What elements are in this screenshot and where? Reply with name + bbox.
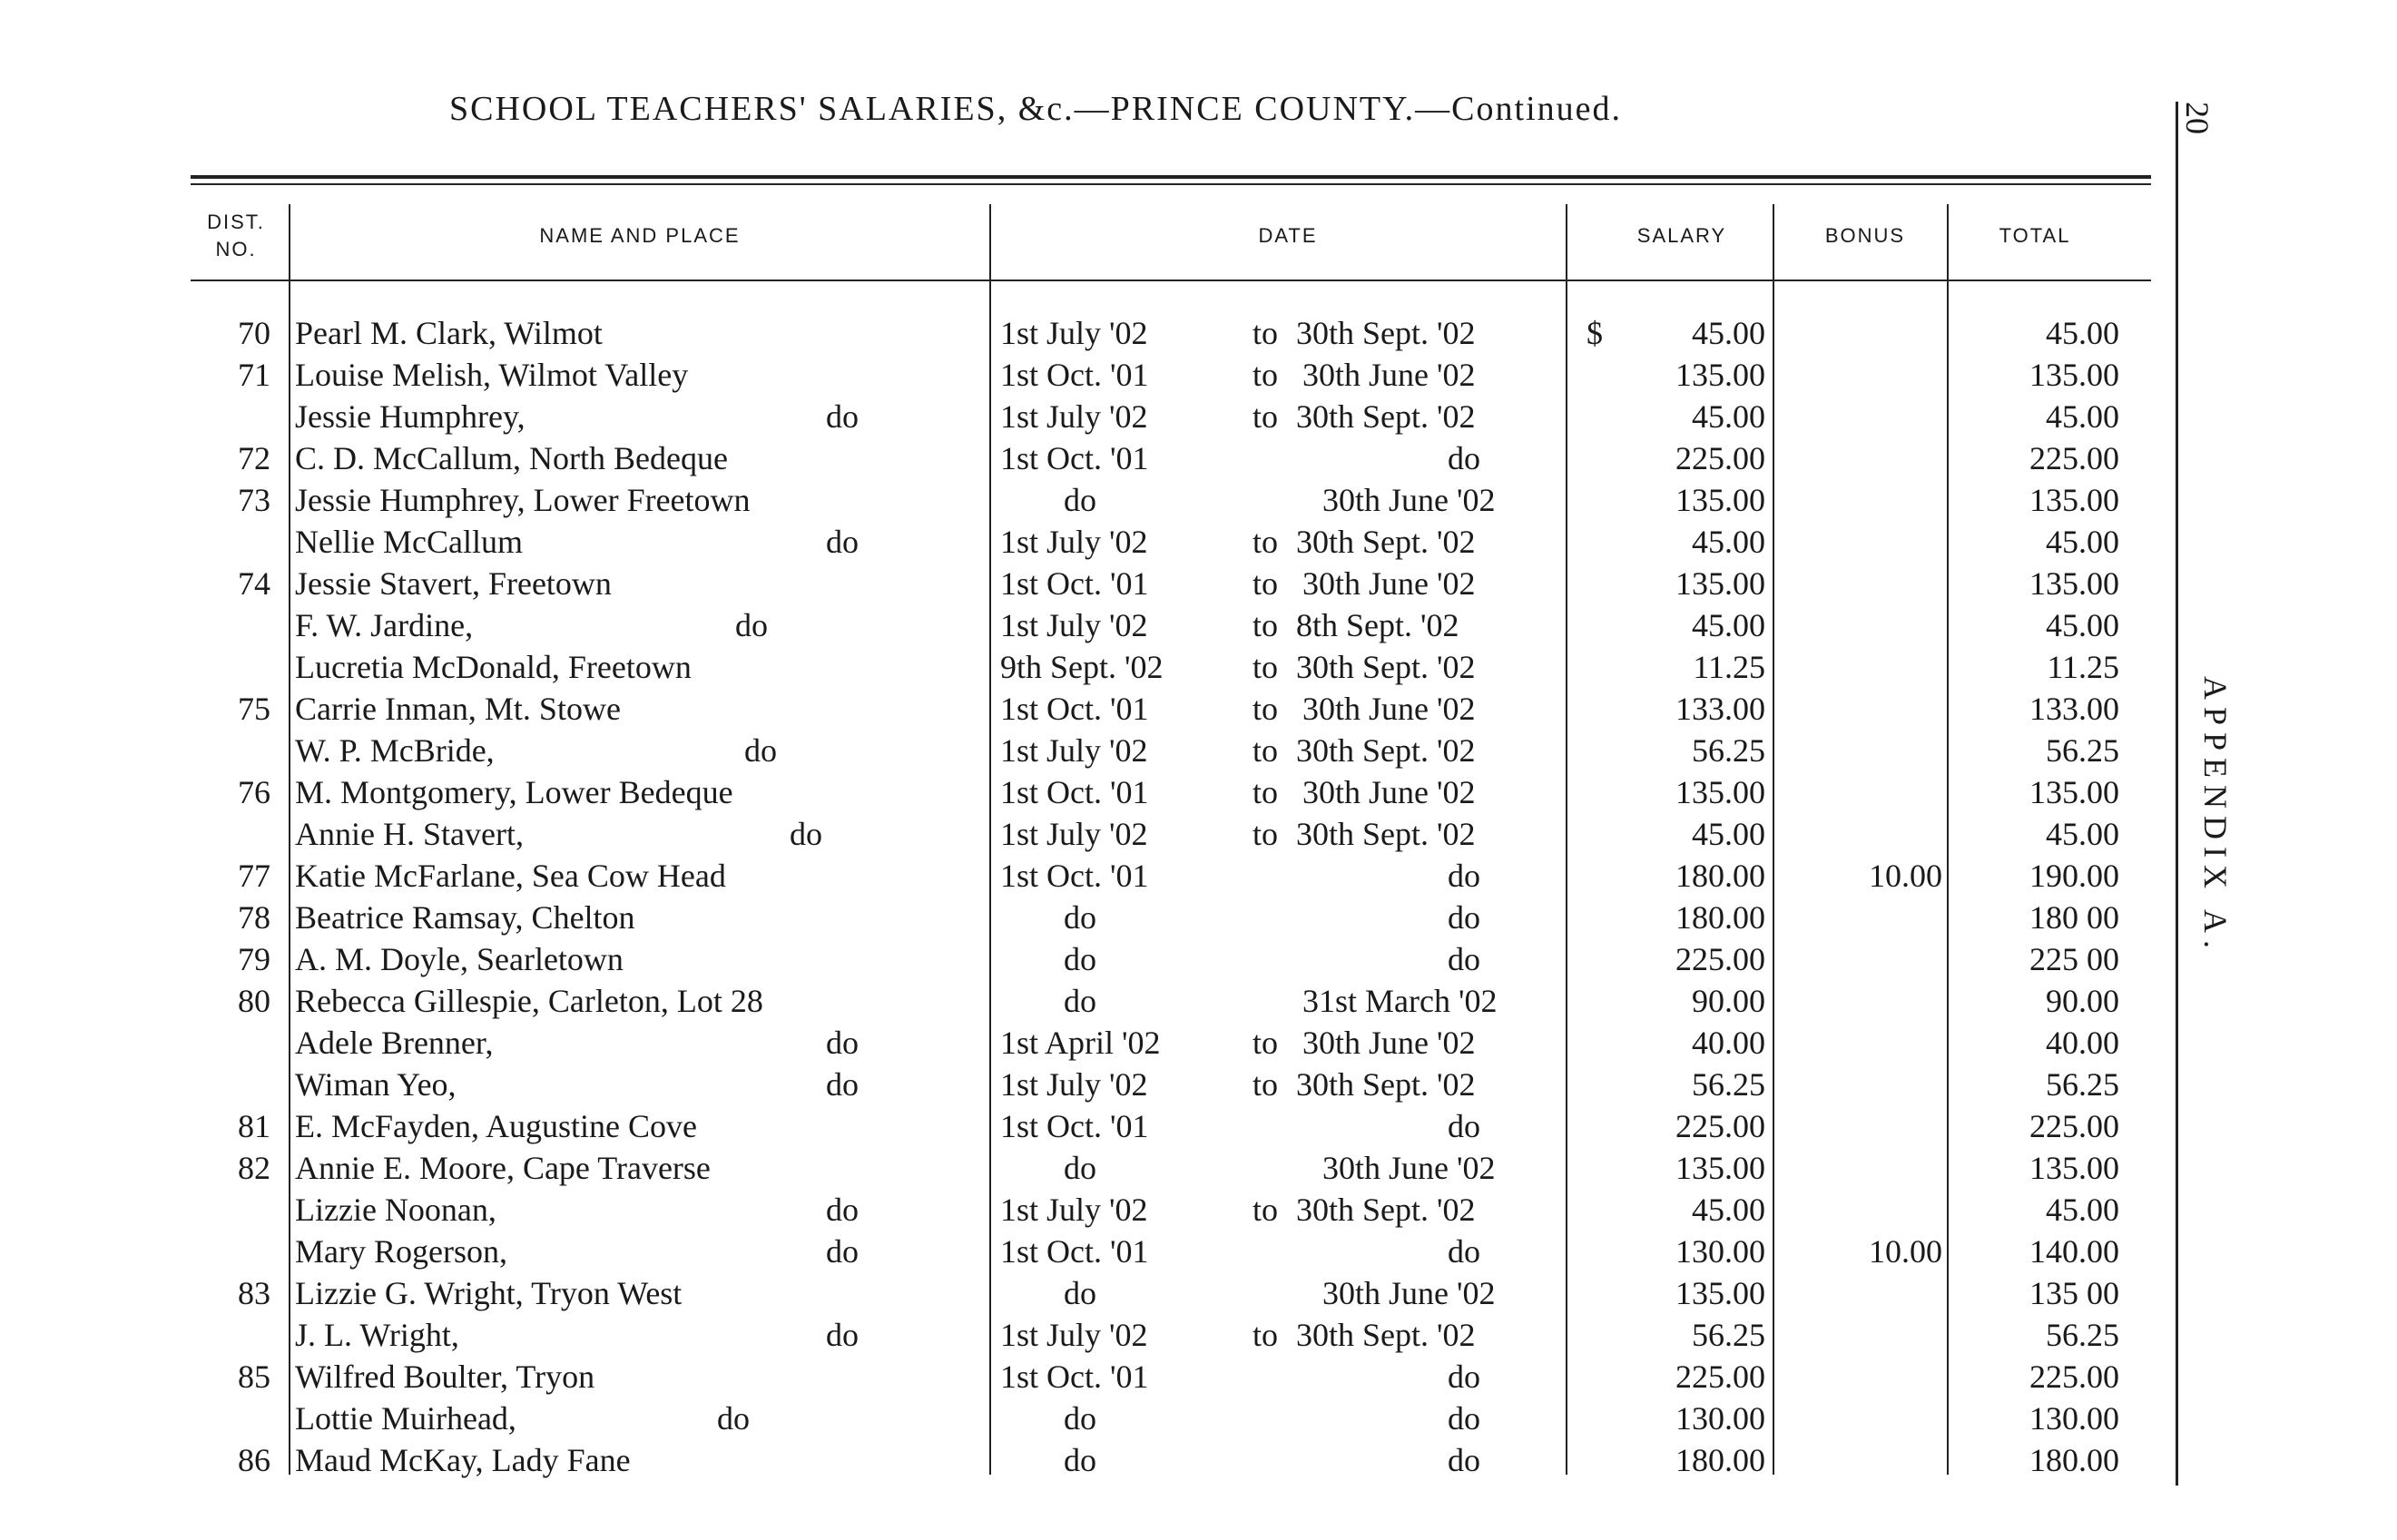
dist-number-cell: 86 [238, 1442, 270, 1478]
salary-cell: 135.00 [1675, 482, 1765, 518]
teacher-name-cell: Lottie Muirhead, [295, 1400, 516, 1437]
salary-cell: 45.00 [1692, 816, 1765, 852]
date-from-cell: 1st Oct. '01 [1000, 1359, 1149, 1395]
table-row [191, 1272, 2151, 1314]
table-row [191, 1022, 2151, 1064]
total-cell: 40.00 [2046, 1025, 2119, 1061]
date-until-cell: 31st March '02 [1302, 983, 1498, 1019]
date-to-word-cell: to [1253, 691, 1279, 727]
date-from-cell: 1st July '02 [1000, 732, 1148, 769]
salary-cell: 135.00 [1675, 1150, 1765, 1186]
header-bonus: BONUS [1824, 224, 1906, 247]
dist-number-cell: 77 [238, 858, 270, 894]
total-cell: 45.00 [2046, 315, 2119, 351]
salary-cell: 130.00 [1675, 1400, 1765, 1437]
teacher-name-cell: Rebecca Gillespie, Carleton, Lot 28 [295, 983, 763, 1019]
teacher-name-cell: Lizzie Noonan, [295, 1192, 496, 1228]
date-until-cell: do [1448, 1442, 1480, 1478]
bonus-cell: 10.00 [1869, 1233, 1942, 1270]
date-to-word-cell: to [1253, 398, 1279, 435]
date-to-word-cell: to [1253, 315, 1279, 351]
dist-number-cell: 71 [238, 357, 270, 393]
date-to-word-cell: to [1253, 524, 1279, 560]
teacher-name-cell: C. D. McCallum, North Bedeque [295, 440, 728, 476]
header-dist-line1: DIST. [207, 211, 265, 233]
table-row [191, 354, 2151, 396]
table-row [191, 771, 2151, 813]
page-title: SCHOOL TEACHERS' SALARIES, &c.—PRINCE COUNTY.—Continued. [449, 90, 1623, 128]
date-from-cell: 1st July '02 [1000, 607, 1148, 643]
date-until-cell: 30th Sept. '02 [1296, 1192, 1476, 1228]
dist-number-cell: 80 [238, 983, 270, 1019]
table-row [191, 855, 2151, 897]
total-cell: 135.00 [2029, 774, 2119, 810]
top-rule-thick [191, 175, 2151, 179]
teacher-name-cell: Adele Brenner, [295, 1025, 494, 1061]
date-until-cell: do [1448, 899, 1480, 936]
teacher-name-cell: E. McFayden, Augustine Cove [295, 1108, 697, 1144]
date-from-cell: do [1064, 1150, 1096, 1186]
dist-number-cell: 79 [238, 941, 270, 977]
salary-cell: 45.00 [1692, 524, 1765, 560]
date-until-cell: 30th June '02 [1322, 482, 1496, 518]
header-salary: SALARY [1636, 224, 1727, 247]
salary-cell: 40.00 [1692, 1025, 1765, 1061]
place-ditto-cell: do [826, 1233, 859, 1270]
date-to-word-cell: to [1253, 357, 1279, 393]
date-from-cell: 1st Oct. '01 [1000, 565, 1149, 602]
teacher-name-cell: A. M. Doyle, Searletown [295, 941, 624, 977]
date-until-cell: 30th June '02 [1322, 1275, 1496, 1311]
teacher-name-cell: Louise Melish, Wilmot Valley [295, 357, 689, 393]
teacher-name-cell: Pearl M. Clark, Wilmot [295, 315, 603, 351]
date-from-cell: 1st Oct. '01 [1000, 440, 1149, 476]
date-until-cell: 30th Sept. '02 [1296, 398, 1476, 435]
date-to-word-cell: to [1253, 1066, 1279, 1103]
date-from-cell: 1st July '02 [1000, 1192, 1148, 1228]
teacher-name-cell: Lizzie G. Wright, Tryon West [295, 1275, 683, 1311]
date-until-cell: 30th June '02 [1302, 565, 1476, 602]
date-from-cell: do [1064, 983, 1096, 1019]
teacher-name-cell: Wiman Yeo, [295, 1066, 457, 1103]
dist-number-cell: 74 [238, 565, 270, 602]
header-dist-line2: NO. [215, 238, 257, 260]
table-row [191, 1231, 2151, 1272]
date-to-word-cell: to [1253, 774, 1279, 810]
date-until-cell: 30th Sept. '02 [1296, 1317, 1476, 1353]
date-until-cell: 8th Sept. '02 [1296, 607, 1459, 643]
date-from-cell: do [1064, 941, 1096, 977]
total-cell: 56.25 [2046, 732, 2119, 769]
dist-number-cell: 75 [238, 691, 270, 727]
salary-cell: 180.00 [1675, 1442, 1765, 1478]
table-row [191, 563, 2151, 604]
place-ditto-cell: do [826, 524, 859, 560]
date-until-cell: 30th June '02 [1302, 357, 1476, 393]
table-row [191, 1356, 2151, 1398]
date-from-cell: do [1064, 1400, 1096, 1437]
date-until-cell: 30th Sept. '02 [1296, 524, 1476, 560]
date-from-cell: 1st Oct. '01 [1000, 1108, 1149, 1144]
salary-cell: 56.25 [1692, 1066, 1765, 1103]
salary-cell: 225.00 [1675, 440, 1765, 476]
table-row [191, 312, 2151, 354]
salary-cell: 45.00 [1692, 607, 1765, 643]
date-from-cell: 1st Oct. '01 [1000, 1233, 1149, 1270]
date-until-cell: do [1448, 440, 1480, 476]
salary-cell: 56.25 [1692, 732, 1765, 769]
total-cell: 225.00 [2029, 1359, 2119, 1395]
salary-cell: 225.00 [1675, 1359, 1765, 1395]
date-from-cell: 1st July '02 [1000, 315, 1148, 351]
salary-cell: 225.00 [1675, 941, 1765, 977]
place-ditto-cell: do [826, 1317, 859, 1353]
teacher-name-cell: Katie McFarlane, Sea Cow Head [295, 858, 726, 894]
right-margin-rule [2176, 102, 2178, 1486]
salary-cell: 133.00 [1675, 691, 1765, 727]
date-until-cell: 30th Sept. '02 [1296, 816, 1476, 852]
salary-cell: 56.25 [1692, 1317, 1765, 1353]
place-ditto-cell: do [735, 607, 768, 643]
date-until-cell: 30th Sept. '02 [1296, 732, 1476, 769]
table-row [191, 938, 2151, 980]
total-cell: 180 00 [2029, 899, 2119, 936]
date-until-cell: 30th June '02 [1302, 691, 1476, 727]
date-from-cell: 1st Oct. '01 [1000, 774, 1149, 810]
date-to-word-cell: to [1253, 816, 1279, 852]
header-dist [191, 191, 281, 281]
teacher-name-cell: Wilfred Boulter, Tryon [295, 1359, 595, 1395]
table-row [191, 396, 2151, 437]
date-from-cell: 1st July '02 [1000, 398, 1148, 435]
table-row [191, 730, 2151, 771]
date-until-cell: do [1448, 941, 1480, 977]
place-ditto-cell: do [790, 816, 822, 852]
total-cell: 140.00 [2029, 1233, 2119, 1270]
place-ditto-cell: do [826, 398, 859, 435]
dist-number-cell: 76 [238, 774, 270, 810]
teacher-name-cell: Lucretia McDonald, Freetown [295, 649, 692, 685]
date-to-word-cell: to [1253, 649, 1279, 685]
total-cell: 45.00 [2046, 524, 2119, 560]
date-until-cell: 30th June '02 [1302, 774, 1476, 810]
top-rule-thin [191, 183, 2151, 185]
teacher-name-cell: W. P. McBride, [295, 732, 495, 769]
date-from-cell: 1st Oct. '01 [1000, 858, 1149, 894]
bonus-cell: 10.00 [1869, 858, 1942, 894]
place-ditto-cell: do [826, 1066, 859, 1103]
appendix-label: APPENDIX A. [2197, 676, 2234, 956]
date-until-cell: do [1448, 858, 1480, 894]
teacher-name-cell: Maud McKay, Lady Fane [295, 1442, 631, 1478]
table-row [191, 1189, 2151, 1231]
dist-number-cell: 78 [238, 899, 270, 936]
table-row [191, 437, 2151, 479]
table-row [191, 604, 2151, 646]
place-ditto-cell: do [826, 1025, 859, 1061]
dist-number-cell: 83 [238, 1275, 270, 1311]
date-until-cell: 30th Sept. '02 [1296, 315, 1476, 351]
salary-cell: 45.00 [1692, 1192, 1765, 1228]
dist-number-cell: 72 [238, 440, 270, 476]
place-ditto-cell: do [826, 1192, 859, 1228]
teacher-name-cell: Nellie McCallum [295, 524, 523, 560]
table-row [191, 1147, 2151, 1189]
table-row [191, 897, 2151, 938]
total-cell: 135.00 [2029, 565, 2119, 602]
date-to-word-cell: to [1253, 565, 1279, 602]
date-until-cell: 30th Sept. '02 [1296, 1066, 1476, 1103]
table-row [191, 980, 2151, 1022]
salary-cell: 135.00 [1675, 1275, 1765, 1311]
total-cell: 133.00 [2029, 691, 2119, 727]
dist-number-cell: 70 [238, 315, 270, 351]
date-to-word-cell: to [1253, 732, 1279, 769]
salary-cell: 11.25 [1693, 649, 1765, 685]
salary-cell: 130.00 [1675, 1233, 1765, 1270]
header-name: NAME AND PLACE [539, 224, 741, 247]
teacher-name-cell: Jessie Humphrey, [295, 398, 526, 435]
date-from-cell: 1st July '02 [1000, 524, 1148, 560]
teacher-name-cell: F. W. Jardine, [295, 607, 474, 643]
dist-number-cell: 85 [238, 1359, 270, 1395]
total-cell: 56.25 [2046, 1066, 2119, 1103]
total-cell: 45.00 [2046, 1192, 2119, 1228]
date-from-cell: 1st Oct. '01 [1000, 357, 1149, 393]
dist-number-cell: 82 [238, 1150, 270, 1186]
date-from-cell: 1st Oct. '01 [1000, 691, 1149, 727]
date-from-cell: 1st April '02 [1000, 1025, 1161, 1061]
table-row [191, 1398, 2151, 1439]
salary-cell: 180.00 [1675, 899, 1765, 936]
total-cell: 11.25 [2047, 649, 2119, 685]
teacher-name-cell: M. Montgomery, Lower Bedeque [295, 774, 733, 810]
date-until-cell: do [1448, 1359, 1480, 1395]
total-cell: 90.00 [2046, 983, 2119, 1019]
salary-cell: 45.00 [1692, 398, 1765, 435]
date-from-cell: 1st July '02 [1000, 1066, 1148, 1103]
table-row [191, 521, 2151, 563]
page-number: 20 [2179, 102, 2215, 134]
date-until-cell: 30th June '02 [1322, 1150, 1496, 1186]
table-row [191, 1439, 2151, 1481]
dist-number-cell: 73 [238, 482, 270, 518]
date-until-cell: 30th Sept. '02 [1296, 649, 1476, 685]
date-until-cell: do [1448, 1400, 1480, 1437]
date-from-cell: do [1064, 482, 1096, 518]
table-header [191, 191, 2151, 281]
table-row [191, 1314, 2151, 1356]
table-row [191, 646, 2151, 688]
date-from-cell: do [1064, 899, 1096, 936]
total-cell: 135.00 [2029, 1150, 2119, 1186]
dollar-sign: $ [1587, 315, 1603, 351]
date-from-cell: 9th Sept. '02 [1000, 649, 1164, 685]
header-total: TOTAL [1999, 224, 2071, 247]
date-from-cell: do [1064, 1275, 1096, 1311]
table-row [191, 813, 2151, 855]
table-row [191, 479, 2151, 521]
total-cell: 45.00 [2046, 398, 2119, 435]
total-cell: 56.25 [2046, 1317, 2119, 1353]
date-to-word-cell: to [1253, 607, 1279, 643]
total-cell: 190.00 [2029, 858, 2119, 894]
total-cell: 45.00 [2046, 816, 2119, 852]
salary-cell: 135.00 [1675, 565, 1765, 602]
total-cell: 225.00 [2029, 440, 2119, 476]
date-from-cell: 1st July '02 [1000, 1317, 1148, 1353]
date-to-word-cell: to [1253, 1192, 1279, 1228]
date-until-cell: 30th June '02 [1302, 1025, 1476, 1061]
teacher-name-cell: Carrie Inman, Mt. Stowe [295, 691, 621, 727]
teacher-name-cell: Beatrice Ramsay, Chelton [295, 899, 635, 936]
date-from-cell: do [1064, 1442, 1096, 1478]
total-cell: 135 00 [2029, 1275, 2119, 1311]
total-cell: 135.00 [2029, 357, 2119, 393]
salary-cell: 135.00 [1675, 774, 1765, 810]
total-cell: 180.00 [2029, 1442, 2119, 1478]
place-ditto-cell: do [744, 732, 777, 769]
table-row [191, 1064, 2151, 1105]
total-cell: 135.00 [2029, 482, 2119, 518]
table-row [191, 1105, 2151, 1147]
date-until-cell: do [1448, 1233, 1480, 1270]
table-row [191, 688, 2151, 730]
teacher-name-cell: Jessie Stavert, Freetown [295, 565, 612, 602]
salary-cell: 45.00 [1692, 315, 1765, 351]
date-from-cell: 1st July '02 [1000, 816, 1148, 852]
total-cell: 130.00 [2029, 1400, 2119, 1437]
dist-number-cell: 81 [238, 1108, 270, 1144]
teacher-name-cell: J. L. Wright, [295, 1317, 459, 1353]
total-cell: 225.00 [2029, 1108, 2119, 1144]
salary-cell: 180.00 [1675, 858, 1765, 894]
teacher-name-cell: Jessie Humphrey, Lower Freetown [295, 482, 751, 518]
teacher-name-cell: Mary Rogerson, [295, 1233, 507, 1270]
date-to-word-cell: to [1253, 1025, 1279, 1061]
salary-cell: 135.00 [1675, 357, 1765, 393]
place-ditto-cell: do [717, 1400, 750, 1437]
salary-cell: 90.00 [1692, 983, 1765, 1019]
teacher-name-cell: Annie E. Moore, Cape Traverse [295, 1150, 711, 1186]
total-cell: 45.00 [2046, 607, 2119, 643]
salary-cell: 225.00 [1675, 1108, 1765, 1144]
date-until-cell: do [1448, 1108, 1480, 1144]
teacher-name-cell: Annie H. Stavert, [295, 816, 524, 852]
header-date: DATE [1258, 224, 1318, 247]
total-cell: 225 00 [2029, 941, 2119, 977]
date-to-word-cell: to [1253, 1317, 1279, 1353]
